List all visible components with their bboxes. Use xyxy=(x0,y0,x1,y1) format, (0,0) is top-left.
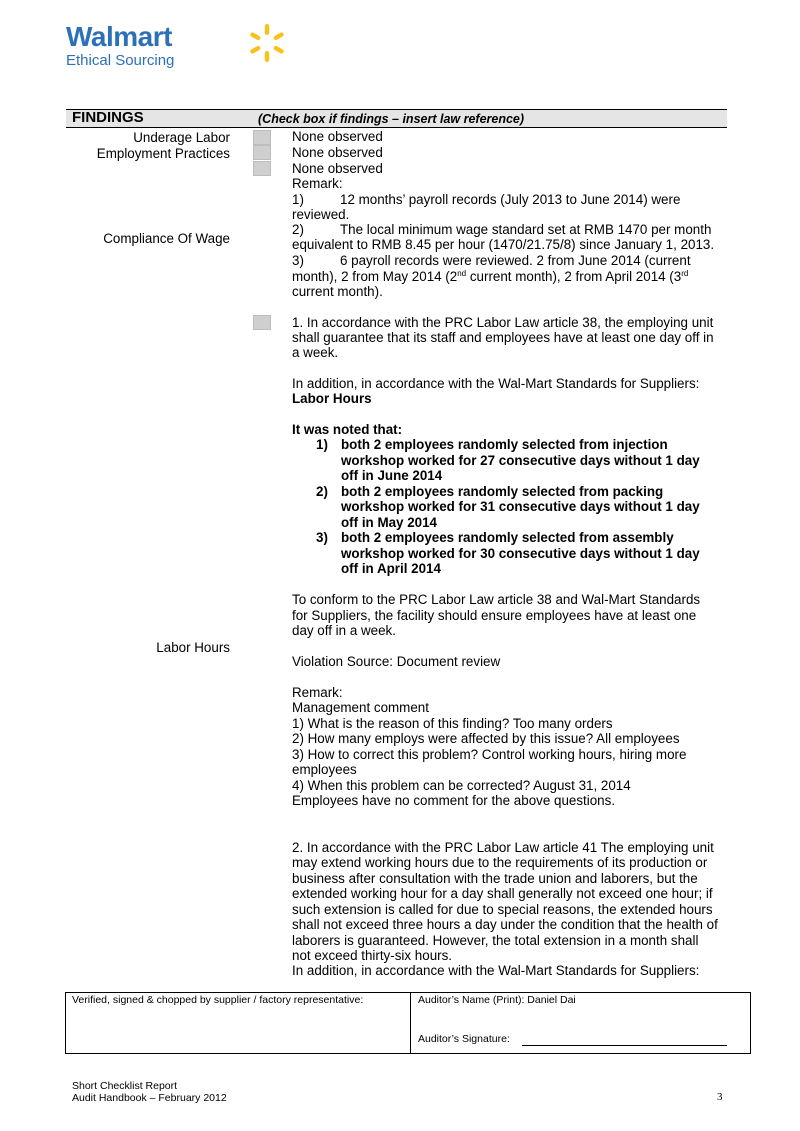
label-employment-practices: Employment Practices xyxy=(96,146,230,161)
wage-item-2-cont: equivalent to RMB 8.45 per hour (1470/21.75/8) since January 1, 2013. xyxy=(292,237,715,252)
checkbox-wage[interactable] xyxy=(253,161,271,176)
wage-item-3: 3) 6 payroll records were reviewed. 2 from June 2014 (current xyxy=(292,253,691,268)
label-labor-hours: Labor Hours xyxy=(156,640,230,655)
logo-subtitle: Ethical Sourcing xyxy=(66,52,175,69)
signature-divider xyxy=(410,992,411,1053)
labor-hours-p1-c: a week. xyxy=(292,345,339,360)
checkbox-underage[interactable] xyxy=(253,130,271,145)
bullet-3-c: off in April 2014 xyxy=(341,561,441,576)
page-number: 3 xyxy=(717,1091,723,1103)
p2-line-e: such extension is called for due to special reasons, the extended hours xyxy=(292,902,713,917)
findings-title: FINDINGS xyxy=(72,109,144,126)
wage-item-1-cont: reviewed. xyxy=(292,207,350,222)
question-4: 4) When this problem can be corrected? August 31, 2014 xyxy=(292,778,631,793)
p2-line-b: may extend working hours due to the requirements of its production or xyxy=(292,855,708,870)
p2-line-h: not exceed thirty-six hours. xyxy=(292,948,453,963)
wage-item-3-cont: month), 2 from May 2014 (2nd current month), 2 from April 2014 (3rd xyxy=(292,269,689,284)
standards-line: In addition, in accordance with the Wal-Mart Standards for Suppliers: xyxy=(292,376,700,391)
footer-line-1: Short Checklist Report xyxy=(72,1080,178,1092)
bullet-1-c: off in June 2014 xyxy=(341,468,443,483)
question-3-a: 3) How to correct this problem? Control working hours, hiring more xyxy=(292,747,687,762)
p2-line-d: extended working hour for a day shall generally not exceed one hour; if xyxy=(292,886,713,901)
bullet-2-b: workshop worked for 31 consecutive days without 1 day xyxy=(341,499,700,514)
logo-wordmark: Walmart xyxy=(66,21,172,52)
findings-note: (Check box if findings – insert law reference) xyxy=(258,112,525,126)
wage-item-3-end: current month). xyxy=(292,284,383,299)
p2-line-i: In addition, in accordance with the Wal-Mart Standards for Suppliers: xyxy=(292,963,700,978)
wage-item-2-num: 2) xyxy=(292,222,304,237)
p2-line-f: shall not exceed three hours a day under the condition that the health of xyxy=(292,917,718,932)
auditor-signature-label: Auditor’s Signature: xyxy=(418,1033,510,1045)
bullet-2-num: 2) xyxy=(316,484,328,499)
p2-line-c: business after consultation with the trade union and laborers, but the xyxy=(292,871,698,886)
bullet-2-c: off in May 2014 xyxy=(341,515,437,530)
supplier-verified-label: Verified, signed & chopped by supplier / factory representative: xyxy=(72,994,364,1006)
label-compliance-of-wage: Compliance Of Wage xyxy=(103,231,230,246)
bullet-2-a: both 2 employees randomly selected from packing xyxy=(341,484,664,499)
bullet-1-a: both 2 employees randomly selected from injection xyxy=(341,437,668,452)
walmart-logo xyxy=(66,22,174,69)
none-observed-2: None observed xyxy=(292,145,383,160)
conform-b: for Suppliers, the facility should ensure employees have at least one xyxy=(292,608,697,623)
question-3-b: employees xyxy=(292,762,357,777)
noted-heading: It was noted that: xyxy=(292,422,403,437)
labor-hours-p1-b: shall guarantee that its staff and employees have at least one day off in xyxy=(292,330,714,345)
conform-a: To conform to the PRC Labor Law article 38 and Wal-Mart Standards xyxy=(292,592,701,607)
p2-line-a: 2. In accordance with the PRC Labor Law article 41 The employing unit xyxy=(292,840,714,855)
none-observed-3: None observed xyxy=(292,161,383,176)
footer-line-2: Audit Handbook – February 2012 xyxy=(72,1092,227,1104)
management-comment: Management comment xyxy=(292,700,429,715)
wage-item-1-num: 1) xyxy=(292,192,304,207)
bullet-3-a: both 2 employees randomly selected from assembly xyxy=(341,530,674,545)
checkbox-labor-hours[interactable] xyxy=(253,315,271,330)
wage-item-2: 2) The local minimum wage standard set at RMB 1470 per month xyxy=(292,222,712,237)
bullet-1-num: 1) xyxy=(316,437,328,452)
bullet-3-b: workshop worked for 30 consecutive days without 1 day xyxy=(341,546,700,561)
employees-comment: Employees have no comment for the above questions. xyxy=(292,793,616,808)
question-1: 1) What is the reason of this finding? Too many orders xyxy=(292,716,613,731)
spark-icon xyxy=(246,22,288,64)
bullet-1-b: workshop worked for 27 consecutive days without 1 day xyxy=(341,453,700,468)
none-observed-1: None observed xyxy=(292,129,383,144)
wage-item-1: 1) 12 months’ payroll records (July 2013 to June 2014) were xyxy=(292,192,681,207)
label-underage-labor: Underage Labor xyxy=(133,130,230,145)
labor-hours-p1-a: 1. In accordance with the PRC Labor Law article 38, the employing unit xyxy=(292,315,714,330)
wage-remark: Remark: xyxy=(292,176,343,191)
checkbox-employment[interactable] xyxy=(253,145,271,160)
remark-2: Remark: xyxy=(292,685,343,700)
conform-c: day off in a week. xyxy=(292,623,396,638)
auditor-name: Auditor’s Name (Print): Daniel Dai xyxy=(418,994,576,1006)
violation-source: Violation Source: Document review xyxy=(292,654,501,669)
bullet-3-num: 3) xyxy=(316,530,328,545)
auditor-signature-line[interactable] xyxy=(522,1045,727,1046)
p2-line-g: laborers is guaranteed. However, the total extension in a month shall xyxy=(292,933,699,948)
wage-item-3-num: 3) xyxy=(292,253,304,268)
standards-labor-hours: Labor Hours xyxy=(292,391,372,406)
question-2: 2) How many employs were affected by this issue? All employees xyxy=(292,731,680,746)
